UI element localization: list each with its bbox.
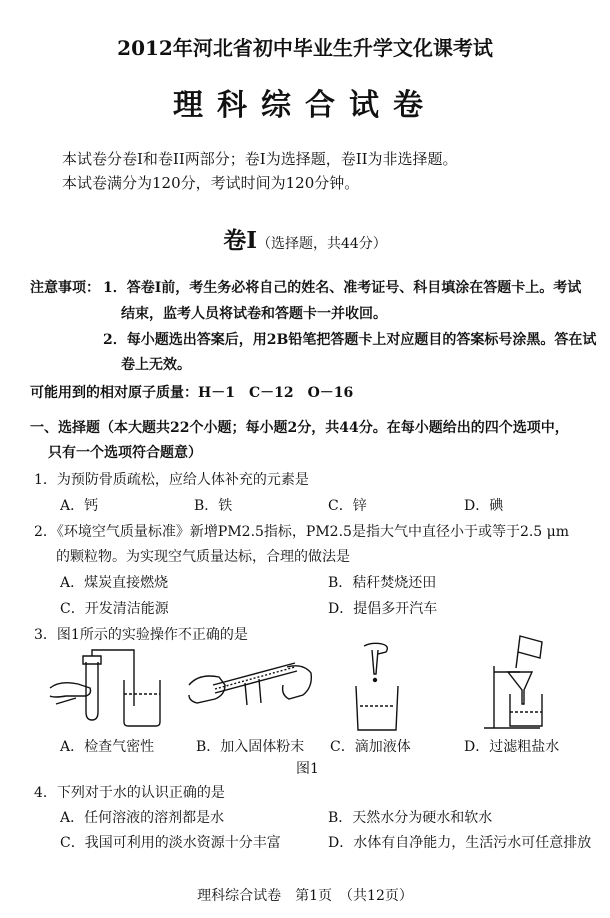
figure-caption: 图1 bbox=[296, 761, 319, 777]
atomic-mass-line: 可能用到的相对原子质量：H－1 C－12 O－16 bbox=[30, 385, 354, 401]
q2-option-a: A．煤炭直接燃烧 bbox=[60, 575, 169, 591]
notice-item-1-line-1: 1．答卷I前，考生务必将自己的姓名、准考证号、科目填涂在答题卡上。考试 bbox=[103, 280, 582, 296]
notice-item-2-line-2: 卷上无效。 bbox=[121, 357, 191, 373]
part1-line-2: 只有一个选项符合题意） bbox=[48, 445, 202, 461]
question-3-stem: 3．图1所示的实验操作不正确的是 bbox=[34, 627, 248, 643]
notice-item-2-line-1: 2．每小题选出答案后，用2B铅笔把答题卡上对应题目的答案标号涂黑。答在试 bbox=[103, 332, 597, 348]
q2-option-b: B．秸秆焚烧还田 bbox=[328, 575, 437, 591]
question-2-stem-line-1: 2．《环境空气质量标准》新增PM2.5指标，PM2.5是指大气中直径小于或等于2.5 μm bbox=[34, 524, 570, 540]
exam-title: 2012年河北省初中毕业生升学文化课考试 bbox=[117, 36, 493, 60]
q1-option-b: B．铁 bbox=[194, 498, 233, 514]
q3-option-b: B．加入固体粉末 bbox=[196, 739, 305, 755]
q2-option-d: D．提倡多开汽车 bbox=[328, 601, 438, 617]
q3-option-d: D．过滤粗盐水 bbox=[464, 739, 560, 755]
notice-label: 注意事项： bbox=[30, 280, 100, 296]
part1-line-1: 一、选择题（本大题共22个小题；每小题2分，共44分。在每小题给出的四个选项中， bbox=[30, 420, 569, 436]
intro-line-1: 本试卷分卷I和卷II两部分；卷I为选择题，卷II为非选择题。 bbox=[62, 150, 458, 168]
q4-option-b: B．天然水分为硬水和软水 bbox=[328, 810, 493, 826]
q4-option-a: A．任何溶液的溶剂都是水 bbox=[60, 810, 225, 826]
q3-option-a: A．检查气密性 bbox=[60, 739, 155, 755]
q4-option-d: D．水体有自净能力，生活污水可任意排放 bbox=[328, 835, 592, 851]
section-heading bbox=[0, 222, 610, 255]
figure-a-airtightness-check bbox=[48, 648, 168, 730]
q1-option-a: A．钙 bbox=[60, 498, 99, 514]
question-2-stem-line-2: 的颗粒物。为实现空气质量达标，合理的做法是 bbox=[56, 549, 350, 565]
figure-b-adding-powder bbox=[185, 655, 315, 730]
q2-option-c: C．开发清洁能源 bbox=[60, 601, 169, 617]
q3-option-c: C．滴加液体 bbox=[330, 739, 411, 755]
paper-title: 理科综合试卷 bbox=[173, 88, 437, 123]
figure-c-dropping-liquid bbox=[350, 640, 410, 732]
q4-option-c: C．我国可利用的淡水资源十分丰富 bbox=[60, 835, 281, 851]
q1-option-d: D．碘 bbox=[464, 498, 504, 514]
question-1-stem: 1．为预防骨质疏松，应给人体补充的元素是 bbox=[34, 472, 309, 488]
notice-item-1-line-2: 结束，监考人员将试卷和答题卡一并收回。 bbox=[121, 306, 387, 322]
intro-line-2: 本试卷满分为120分，考试时间为120分钟。 bbox=[62, 174, 360, 192]
figure-d-filtering bbox=[480, 632, 580, 732]
question-4-stem: 4．下列对于水的认识正确的是 bbox=[34, 785, 225, 801]
page-footer: 理科综合试卷 第1页 （共12页） bbox=[197, 888, 413, 904]
q1-option-c: C．锌 bbox=[328, 498, 367, 514]
section-subtitle: （选择题，共44分） bbox=[256, 236, 387, 252]
section-title: 卷I bbox=[223, 227, 257, 254]
